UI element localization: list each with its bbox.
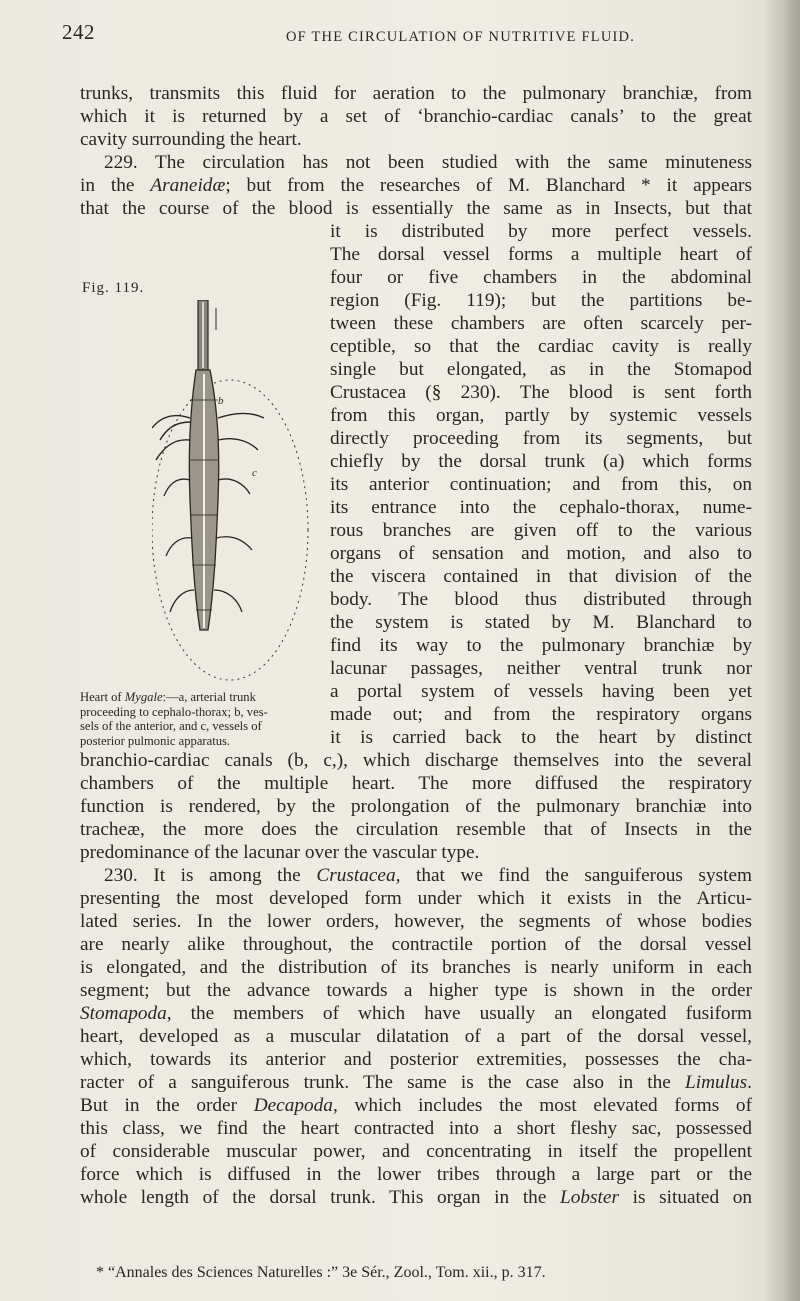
figure-label: Fig. 119. bbox=[82, 280, 145, 296]
text-line: it is distributed by more perfect vessels. bbox=[330, 221, 752, 242]
text-line: that the course of the blood is essentially the same as in Insects, but that bbox=[80, 198, 752, 219]
text-line: which, towards its anterior and posterior extremities, possesses the cha- bbox=[80, 1049, 752, 1070]
letter-b: b bbox=[218, 395, 224, 407]
text-line: region (Fig. 119); but the partitions be- bbox=[330, 290, 752, 311]
text-line: segment; but the advance towards a higher type is shown in the order bbox=[80, 980, 752, 1001]
text-line: tween these chambers are often scarcely per- bbox=[330, 313, 752, 334]
text-line: presenting the most developed form under which it exists in the Articu- bbox=[80, 888, 752, 909]
caption-line: proceeding to cephalo-thorax; b, ves- bbox=[80, 704, 268, 719]
heart-illustration bbox=[152, 300, 342, 690]
text-line: Stomapoda, the members of which have usually an elongated fusiform bbox=[80, 1003, 752, 1024]
text-line: lacunar passages, neither ventral trunk nor bbox=[330, 658, 752, 679]
text-line: branchio-cardiac canals (b, c,), which discharge themselves into the several bbox=[80, 750, 752, 771]
letter-c: c bbox=[252, 467, 257, 479]
text-line: The dorsal vessel forms a multiple heart of bbox=[330, 244, 752, 265]
text-line: its entrance into the cephalo-thorax, nume- bbox=[330, 497, 752, 518]
text-line: trunks, transmits this fluid for aeration to the pulmonary branchiæ, from bbox=[80, 83, 752, 104]
text-line: force which is diffused in the lower tribes through a large part or the bbox=[80, 1164, 752, 1185]
text-line: the viscera contained in that division of the bbox=[330, 566, 752, 587]
text-line: which it is returned by a set of ‘branchio-cardiac canals’ to the great bbox=[80, 106, 752, 127]
text-line: heart, developed as a muscular dilatation of a part of the dorsal vessel, bbox=[80, 1026, 752, 1047]
caption-line: posterior pulmonic apparatus. bbox=[80, 733, 231, 748]
text-line: in the Araneidæ; but from the researches of M. Blanchard * it appears bbox=[80, 175, 752, 196]
text-line: function is rendered, by the prolongation of the pulmonary branchiæ into bbox=[80, 796, 752, 817]
text-line: whole length of the dorsal trunk. This organ in the Lobster is situated on bbox=[80, 1187, 753, 1208]
text-line: the system is stated by M. Blanchard to bbox=[330, 612, 752, 633]
text-line: tracheæ, the more does the circulation resemble that of Insects in the bbox=[80, 819, 752, 840]
caption-line: sels of the anterior, and c, vessels of bbox=[80, 719, 262, 733]
text-line: single but elongated, as in the Stomapod bbox=[330, 359, 752, 380]
text-line: organs of sensation and motion, and also to bbox=[330, 543, 752, 564]
text-line: racter of a sanguiferous trunk. The same is the case also in the Limulus. bbox=[80, 1072, 752, 1093]
text-line: from this organ, partly by systemic vessels bbox=[330, 405, 752, 426]
paragraph-229-start: 229. The circulation has not been studied with the same minuteness bbox=[104, 152, 752, 173]
text-line: rous branches are given off to the various bbox=[330, 520, 752, 541]
figure-heart-of-mygale bbox=[152, 300, 342, 690]
text-line: chiefly by the dorsal trunk (a) which forms bbox=[330, 451, 752, 472]
text-line: But in the order Decapoda, which includes the most elevated forms of bbox=[80, 1095, 752, 1116]
text-line: are nearly alike throughout, the contractile portion of the dorsal vessel bbox=[80, 934, 752, 955]
text-line: ceptible, so that the cardiac cavity is really bbox=[330, 336, 752, 357]
text-line: of considerable muscular power, and concentrating in itself the propellent bbox=[80, 1141, 752, 1162]
text-line: body. The blood thus distributed through bbox=[330, 589, 752, 610]
page-number: 242 bbox=[62, 20, 95, 44]
text-line: directly proceeding from its segments, but bbox=[330, 428, 752, 449]
text-line: Crustacea (§ 230). The blood is sent forth bbox=[330, 382, 752, 403]
text-line: it is carried back to the heart by distinct bbox=[330, 727, 752, 748]
running-title: OF THE CIRCULATION OF NUTRITIVE FLUID. bbox=[286, 29, 636, 45]
text-line: cavity surrounding the heart. bbox=[80, 129, 302, 150]
figure-caption bbox=[80, 690, 322, 748]
text-line: find its way to the pulmonary branchiæ by bbox=[330, 635, 752, 656]
text-line: this class, we find the heart contracted into a short fleshy sac, possessed bbox=[80, 1118, 752, 1139]
footnote: * “Annales des Sciences Naturelles :” 3e Sér., Zool., Tom. xii., p. 317. bbox=[96, 1264, 546, 1281]
text-line: four or five chambers in the abdominal bbox=[330, 267, 752, 288]
text-line: chambers of the multiple heart. The more diffused the respiratory bbox=[80, 773, 752, 794]
text-line: a portal system of vessels having been yet bbox=[330, 681, 752, 702]
text-line: made out; and from the respiratory organs bbox=[330, 704, 752, 725]
text-line: lated series. In the lower orders, however, the segments of whose bodies bbox=[80, 911, 752, 932]
text-line: its anterior continuation; and from this, on bbox=[330, 474, 752, 495]
caption-line: Heart of Mygale:—a, arterial trunk bbox=[80, 690, 256, 704]
page-edge-shadow bbox=[764, 0, 800, 1301]
text-line: predominance of the lacunar over the vascular type. bbox=[80, 842, 480, 863]
text-line: is elongated, and the distribution of its branches is nearly uniform in each bbox=[80, 957, 752, 978]
paragraph-230-start: 230. It is among the Crustacea, that we find the sanguiferous system bbox=[104, 865, 752, 886]
